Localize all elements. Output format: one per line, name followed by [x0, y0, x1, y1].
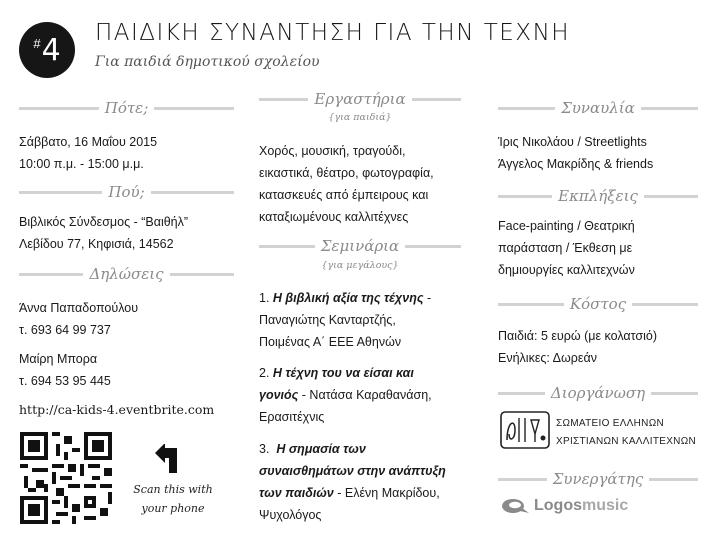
logo-text-logos: Logos [534, 497, 582, 514]
organizer-heading: Διοργάνωση [498, 384, 698, 402]
when-heading: Πότε; [19, 99, 234, 117]
cost-adults: Ενήλικες: Δωρεάν [498, 351, 597, 365]
contact-phone: τ. 693 64 99 737 [19, 323, 111, 337]
seminars-subheading: {για μεγάλους} [321, 260, 399, 271]
cost-details [498, 325, 657, 369]
seminar-item-3: 3. Η σημασία των συναισθημάτων στην ανάπτυξη των παιδιών - Ελένη Μακρίδου, Ψυχολόγος [259, 442, 446, 522]
event-number-badge [19, 22, 75, 78]
page-subtitle: Για παιδιά δημοτικού σχολείου [95, 54, 320, 70]
venue-address: Λεβίδου 77, Κηφισιά, 14562 [19, 237, 174, 251]
contact-name: Άννα Παπαδοπούλου [19, 301, 139, 315]
logos-music-icon [500, 497, 530, 515]
organizer-logo-icon [499, 410, 551, 450]
badge-number: 4 [41, 32, 61, 68]
concert-details: Ίρις Νικολάου / Streetlights Άγγελος Μακρίδης & friends [498, 135, 654, 171]
where-heading: Πού; [19, 183, 234, 201]
seminars-heading: Σεμινάρια [259, 237, 461, 255]
concert-heading: Συναυλία [498, 99, 698, 117]
cost-kids: Παιδιά: 5 ευρώ (με κολατσιό) [498, 329, 657, 343]
surprises-details: Face-painting / Θεατρική παράσταση / Έκθεση με δημιουργίες καλλιτεχνών [498, 219, 635, 277]
surprises-heading: Εκπλήξεις [498, 187, 698, 205]
scan-instruction [128, 480, 218, 518]
where-details [19, 211, 188, 255]
seminar-item-1: 1. Η βιβλική αξία της τέχνης - Παναγιώτης Κανταρτζής, Ποιμένας Α΄ ΕΕΕ Αθηνών [259, 291, 432, 349]
workshops-subheading: {για παιδιά} [328, 112, 392, 123]
partners-heading: Συνεργάτης [498, 470, 698, 488]
badge-hash: # [33, 35, 41, 51]
qr-code-icon[interactable] [20, 432, 112, 524]
logo-text-music: music [582, 497, 629, 514]
registrations-heading: Δηλώσεις [19, 265, 234, 283]
when-details [19, 131, 157, 175]
contact-name: Μαίρη Μπορα [19, 352, 98, 366]
seminar-item-2: 2. Η τέχνη του να είσαι και γονιός - Νατάσα Καραθανάση, Ερασιτέχνις [259, 366, 432, 424]
scan-line-2: your phone [141, 502, 205, 515]
contact-phone: τ. 694 53 95 445 [19, 374, 111, 388]
venue-name: Βιβλικός Σύνδεσμος - “Βαιθήλ” [19, 215, 189, 229]
arrow-up-left-icon [152, 444, 182, 474]
contact-1 [19, 297, 138, 341]
contact-2 [19, 348, 111, 392]
workshops-description: Χορός, μουσική, τραγούδι, εικαστικά, θέατρο, φωτογραφία, κατασκευές από έμπειρους και καταξιωμένους καλλιτέχνες [259, 144, 434, 224]
partner-logo [500, 497, 628, 515]
scan-line-1: Scan this with [133, 483, 213, 496]
cost-heading: Κόστος [498, 295, 698, 313]
organizer-name: ΣΩΜΑΤΕΙΟ ΕΛΛΗΝΩΝ ΧΡΙΣΤΙΑΝΩΝ ΚΑΛΛΙΤΕΧΝΩΝ [556, 418, 696, 447]
page-title: ΠΑΙΔΙΚΗ ΣΥΝΑΝΤΗΣΗ ΓΙΑ ΤΗΝ ΤΕΧΝΗ [95, 20, 571, 46]
event-date: Σάββατο, 16 Μαΐου 2015 [19, 135, 158, 149]
registration-url[interactable]: http://ca-kids-4.eventbrite.com [19, 402, 215, 417]
event-time: 10:00 π.μ. - 15:00 μ.μ. [19, 157, 144, 171]
workshops-heading: Εργαστήρια [259, 90, 461, 108]
